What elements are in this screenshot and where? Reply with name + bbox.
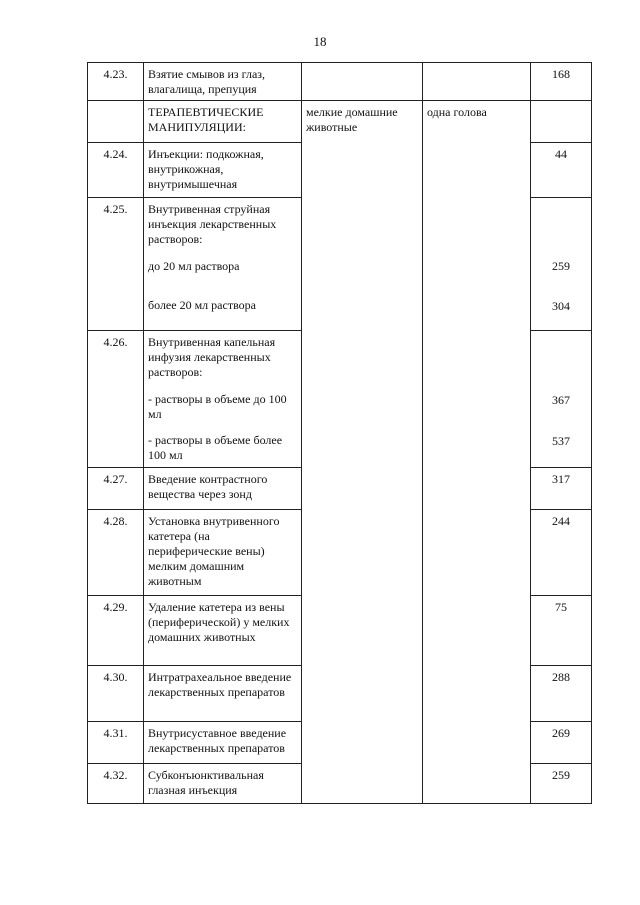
price-cell <box>531 101 592 143</box>
animal-type-cell <box>302 63 423 101</box>
price-cell: 317 <box>531 468 592 510</box>
price-cell: 168 <box>531 63 592 101</box>
row-number: 4.23. <box>88 63 144 101</box>
price-cell-group <box>531 331 592 468</box>
sub-service-name: - растворы в объеме более 100 мл <box>148 433 283 462</box>
row-number: 4.29. <box>88 596 144 666</box>
unit-merged: одна голова <box>423 101 531 804</box>
row-number <box>88 101 144 143</box>
price-cell: 259 <box>531 764 592 804</box>
row-number: 4.28. <box>88 510 144 596</box>
sub-price: 537 <box>552 434 570 448</box>
service-name-group <box>144 198 302 331</box>
service-name: Субконъюнктивальная глазная инъекция <box>144 764 302 804</box>
unit-cell <box>423 63 531 101</box>
row-number: 4.24. <box>88 143 144 198</box>
price-cell: 288 <box>531 666 592 722</box>
table-row <box>88 63 592 101</box>
service-name: Внутривенная капельная инфузия лекарственных растворов: <box>148 335 276 379</box>
section-header: ТЕРАПЕВТИЧЕСКИЕ МАНИПУЛЯЦИИ: <box>144 101 302 143</box>
service-name: Установка внутривенного катетера (на периферические вены) мелким домашним животным <box>144 510 302 596</box>
service-name: Внутрисуставное введение лекарственных препаратов <box>144 722 302 764</box>
service-name: Взятие смывов из глаз, влагалища, препуция <box>144 63 302 101</box>
row-number: 4.30. <box>88 666 144 722</box>
price-cell-group <box>531 198 592 331</box>
price-cell: 244 <box>531 510 592 596</box>
price-cell: 44 <box>531 143 592 198</box>
price-table <box>87 62 592 804</box>
service-name: Введение контрастного вещества через зонд <box>144 468 302 510</box>
service-name: Удаление катетера из вены (периферической) у мелких домашних животных <box>144 596 302 666</box>
row-number: 4.31. <box>88 722 144 764</box>
sub-price: 259 <box>552 259 570 273</box>
sub-service-name: более 20 мл раствора <box>148 298 256 312</box>
service-name: Интратрахеальное введение лекарственных препаратов <box>144 666 302 722</box>
sub-service-name: - растворы в объеме до 100 мл <box>148 392 287 421</box>
service-name: Внутривенная струйная инъекция лекарственных растворов: <box>148 202 277 246</box>
section-header-row <box>88 101 592 143</box>
sub-price: 367 <box>552 393 570 407</box>
sub-price: 304 <box>552 299 570 313</box>
service-name-group <box>144 331 302 468</box>
animal-type-merged: мелкие домашние животные <box>302 101 423 804</box>
row-number: 4.26. <box>88 331 144 468</box>
service-name: Инъекции: подкожная, внутрикожная, внутримышечная <box>144 143 302 198</box>
price-cell: 75 <box>531 596 592 666</box>
row-number: 4.27. <box>88 468 144 510</box>
page-number: 18 <box>313 34 327 49</box>
sub-service-name: до 20 мл раствора <box>148 259 240 273</box>
row-number: 4.32. <box>88 764 144 804</box>
price-cell: 269 <box>531 722 592 764</box>
row-number: 4.25. <box>88 198 144 331</box>
